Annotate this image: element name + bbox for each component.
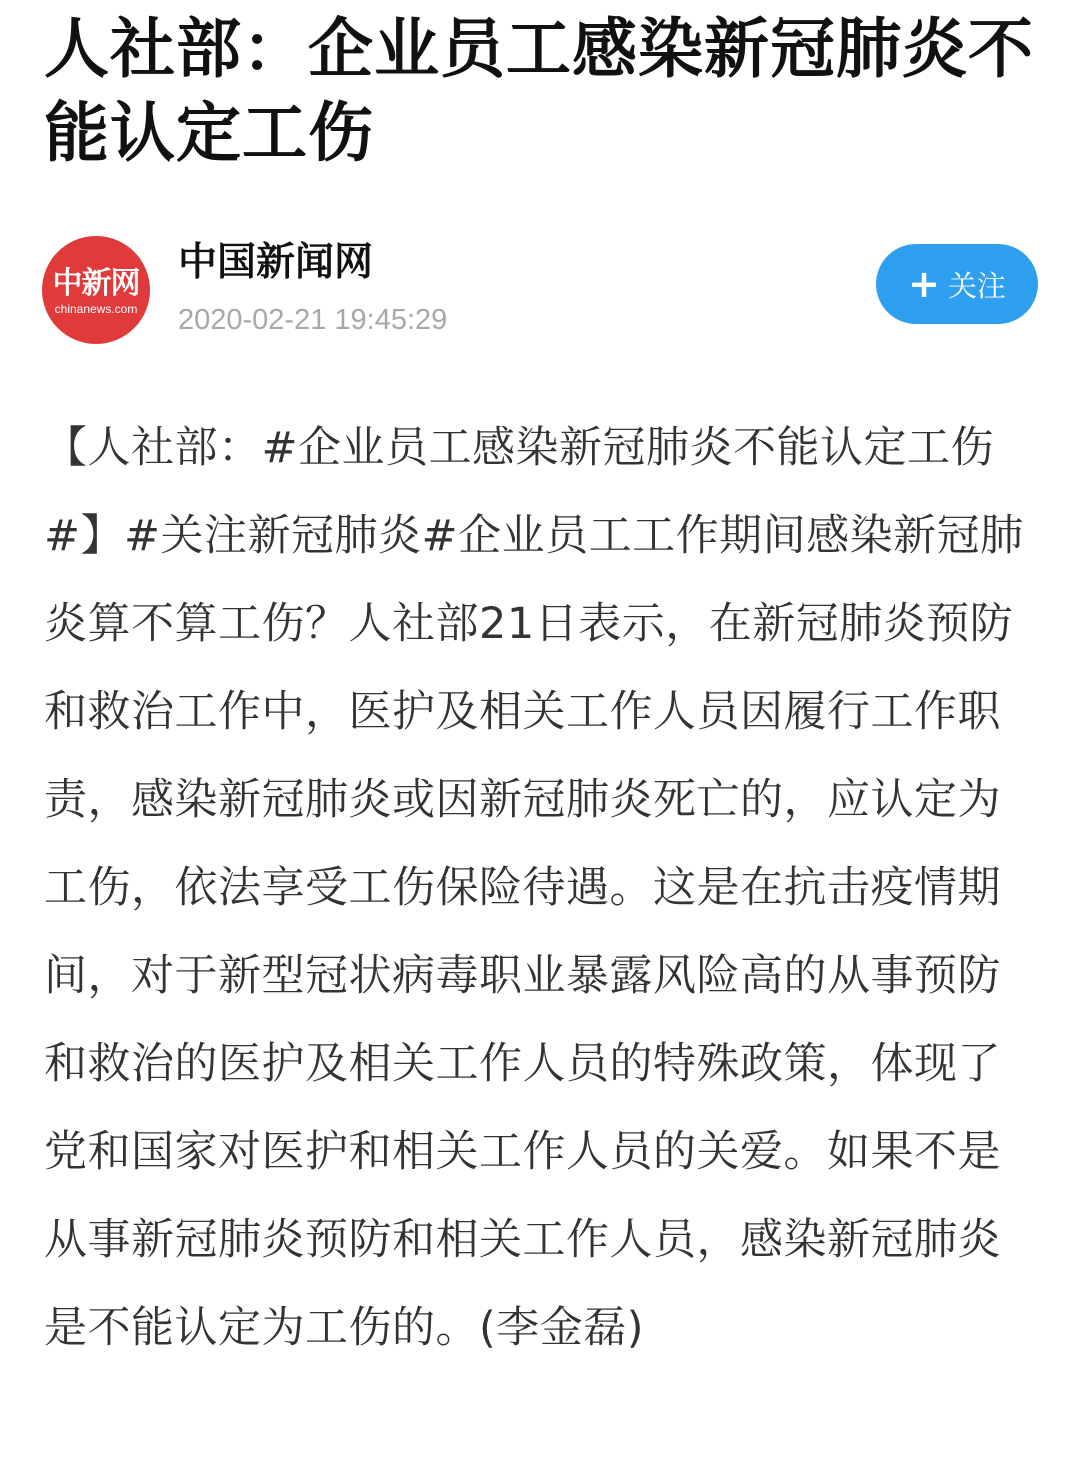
article-body: 【人社部：#企业员工感染新冠肺炎不能认定工伤#】#关注新冠肺炎#企业员工工作期间感染新冠肺炎算不算工伤？人社部21日表示，在新冠肺炎预防和救治工作中，医护及相关工作人员因履行工作职责，感染新冠肺炎或因新冠肺炎死亡的，应认定为工伤，依法享受工伤保险待遇。这是在抗击疫情期间，对于新型冠状病毒职业暴露风险高的从事预防和救治的医护及相关工作人员的特殊政策，体现了党和国家对医护和相关工作人员的关爱。如果不是从事新冠肺炎预防和相关工作人员，感染新冠肺炎是不能认定为工伤的。(李金磊): [44, 423, 1024, 1353]
source-name[interactable]: 中国新闻网: [178, 240, 374, 285]
chinanews-logo: 中新网: [52, 266, 140, 301]
plus-icon: +: [908, 262, 940, 306]
chinanews-logo-domain: chinanews.com: [54, 302, 138, 316]
article-title: 人社部：企业员工感染新冠肺炎不能认定工伤: [44, 12, 1035, 171]
follow-button-label: 关注: [947, 268, 1006, 303]
author-row: [42, 236, 1042, 346]
publish-time: 2020-02-21 19:45:29: [178, 304, 448, 336]
source-avatar[interactable]: [42, 236, 150, 344]
follow-button[interactable]: [876, 244, 1038, 324]
